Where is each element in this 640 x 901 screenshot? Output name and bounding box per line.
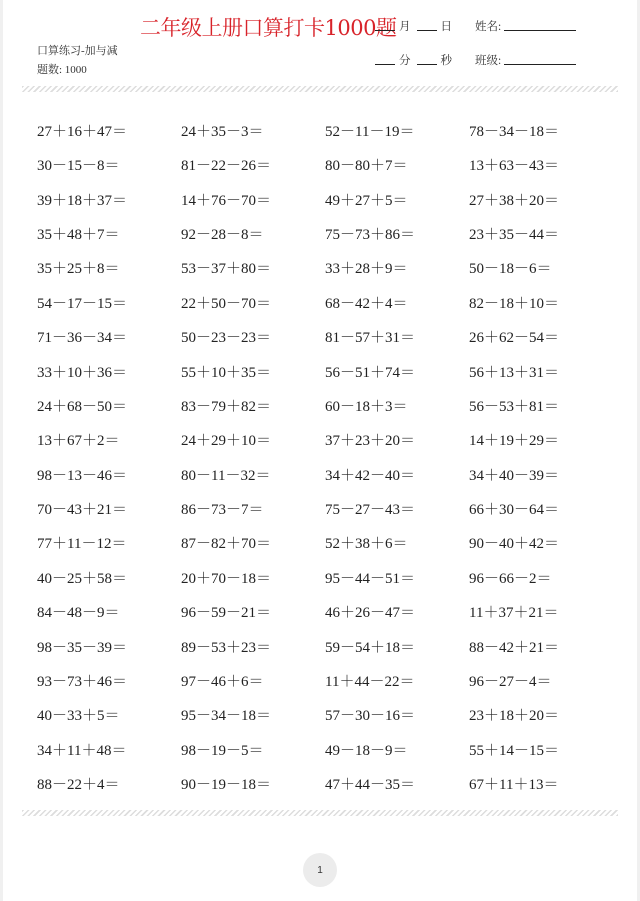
problem-item: 89－53＋23＝ xyxy=(181,639,272,656)
problem-item: 52＋38＋6＝ xyxy=(325,536,408,553)
problem-item: 24＋68－50＝ xyxy=(37,398,128,415)
problem-item: 86－73－7＝ xyxy=(181,502,264,519)
problem-item: 96－27－4＝ xyxy=(469,673,552,690)
name-label: 姓名: xyxy=(475,21,502,33)
problem-item: 52－11－19＝ xyxy=(325,124,415,140)
class-blank xyxy=(504,63,576,65)
problem-item: 14＋19＋29＝ xyxy=(469,433,560,450)
problem-item: 55＋14－15＝ xyxy=(469,742,560,759)
problem-item: 80－80＋7＝ xyxy=(325,158,408,175)
problem-item: 75－27－43＝ xyxy=(325,502,416,519)
problem-item: 34＋11＋48＝ xyxy=(37,742,127,759)
problem-item: 24＋35－3＝ xyxy=(181,124,264,140)
problem-item: 98－13－46＝ xyxy=(37,467,128,484)
problem-item: 11＋44－22＝ xyxy=(325,673,415,690)
problem-item: 90－19－18＝ xyxy=(181,777,272,794)
class-label: 班级: xyxy=(475,55,502,67)
minute-label: 分 xyxy=(399,55,411,67)
problem-item: 71－36－34＝ xyxy=(37,330,128,347)
second-blank xyxy=(417,63,437,65)
problem-item: 93－73＋46＝ xyxy=(37,673,128,690)
problem-item: 35＋25＋8＝ xyxy=(37,261,120,278)
problem-item: 88－22＋4＝ xyxy=(37,777,120,794)
problem-item: 26＋62－54＝ xyxy=(469,330,560,347)
problem-item: 81－57＋31＝ xyxy=(325,330,416,347)
problem-item: 60－18＋3＝ xyxy=(325,398,408,415)
name-field xyxy=(475,18,580,34)
problem-item: 84－48－9＝ xyxy=(37,605,120,622)
problem-item: 97－46＋6＝ xyxy=(181,673,264,690)
problem-item: 98－35－39＝ xyxy=(37,639,128,656)
day-blank xyxy=(417,29,437,31)
bottom-divider xyxy=(22,810,618,816)
problem-item: 40－33＋5＝ xyxy=(37,708,120,725)
problem-item: 56＋13＋31＝ xyxy=(469,364,560,381)
problem-item: 95－44－51＝ xyxy=(325,570,416,587)
problem-item: 40－25＋58＝ xyxy=(37,570,128,587)
problem-item: 68－42＋4＝ xyxy=(325,295,408,312)
problem-item: 27＋16＋47＝ xyxy=(37,124,128,140)
problem-item: 96－59－21＝ xyxy=(181,605,272,622)
problem-item: 33＋10＋36＝ xyxy=(37,364,128,381)
month-blank xyxy=(375,29,395,31)
problem-item: 30－15－8＝ xyxy=(37,158,120,175)
problem-item: 27＋38＋20＝ xyxy=(469,192,560,209)
problem-item: 37＋23＋20＝ xyxy=(325,433,416,450)
worksheet-subtitle: 口算练习-加与减 xyxy=(37,45,118,57)
problem-item: 80－11－32＝ xyxy=(181,467,271,484)
problem-item: 96－66－2＝ xyxy=(469,570,552,587)
problem-item: 22＋50－70＝ xyxy=(181,295,272,312)
problem-item: 75－73＋86＝ xyxy=(325,227,416,244)
page-number-button[interactable]: 1 xyxy=(303,853,337,887)
date-field xyxy=(375,18,452,34)
problem-item: 13＋67＋2＝ xyxy=(37,433,120,450)
name-blank xyxy=(504,29,576,31)
problem-item: 82－18＋10＝ xyxy=(469,295,560,312)
time-field xyxy=(375,52,452,68)
problem-item: 83－79＋82＝ xyxy=(181,398,272,415)
page-edge-left xyxy=(0,0,3,901)
problem-item: 34＋40－39＝ xyxy=(469,467,560,484)
problem-item: 88－42＋21＝ xyxy=(469,639,560,656)
problem-item: 54－17－15＝ xyxy=(37,295,128,312)
worksheet-title: 二年级上册口算打卡1000题 xyxy=(140,16,397,40)
problem-item: 81－22－26＝ xyxy=(181,158,272,175)
problem-item: 56－53＋81＝ xyxy=(469,398,560,415)
problem-item: 57－30－16＝ xyxy=(325,708,416,725)
problem-count: 题数: 1000 xyxy=(37,64,87,76)
second-label: 秒 xyxy=(440,55,452,67)
class-field xyxy=(475,52,580,68)
problem-item: 92－28－8＝ xyxy=(181,227,264,244)
problem-item: 95－34－18＝ xyxy=(181,708,272,725)
problem-item: 47＋44－35＝ xyxy=(325,777,416,794)
problem-item: 50－23－23＝ xyxy=(181,330,272,347)
problem-item: 66＋30－64＝ xyxy=(469,502,560,519)
problem-item: 35＋48＋7＝ xyxy=(37,227,120,244)
minute-blank xyxy=(375,63,395,65)
problem-item: 23＋35－44＝ xyxy=(469,227,560,244)
problem-item: 67＋11＋13＝ xyxy=(469,777,559,794)
problem-item: 39＋18＋37＝ xyxy=(37,192,128,209)
problem-item: 24＋29＋10＝ xyxy=(181,433,272,450)
problem-item: 33＋28＋9＝ xyxy=(325,261,408,278)
problem-item: 49－18－9＝ xyxy=(325,742,408,759)
problem-item: 34＋42－40＝ xyxy=(325,467,416,484)
day-label: 日 xyxy=(440,21,452,33)
problem-item: 77＋11－12＝ xyxy=(37,536,127,553)
problem-item: 78－34－18＝ xyxy=(469,124,560,140)
problem-item: 70－43＋21＝ xyxy=(37,502,128,519)
top-divider xyxy=(22,86,618,92)
problem-item: 50－18－6＝ xyxy=(469,261,552,278)
problem-item: 59－54＋18＝ xyxy=(325,639,416,656)
problem-item: 53－37＋80＝ xyxy=(181,261,272,278)
problem-item: 87－82＋70＝ xyxy=(181,536,272,553)
problem-item: 23＋18＋20＝ xyxy=(469,708,560,725)
problem-item: 98－19－5＝ xyxy=(181,742,264,759)
problem-item: 20＋70－18＝ xyxy=(181,570,272,587)
problem-item: 11＋37＋21＝ xyxy=(469,605,559,622)
problem-item: 90－40＋42＝ xyxy=(469,536,560,553)
problem-item: 49＋27＋5＝ xyxy=(325,192,408,209)
problem-item: 13＋63－43＝ xyxy=(469,158,560,175)
month-label: 月 xyxy=(399,21,411,33)
problem-item: 56－51＋74＝ xyxy=(325,364,416,381)
problem-item: 46＋26－47＝ xyxy=(325,605,416,622)
problem-item: 14＋76－70＝ xyxy=(181,192,272,209)
problem-item: 55＋10＋35＝ xyxy=(181,364,272,381)
